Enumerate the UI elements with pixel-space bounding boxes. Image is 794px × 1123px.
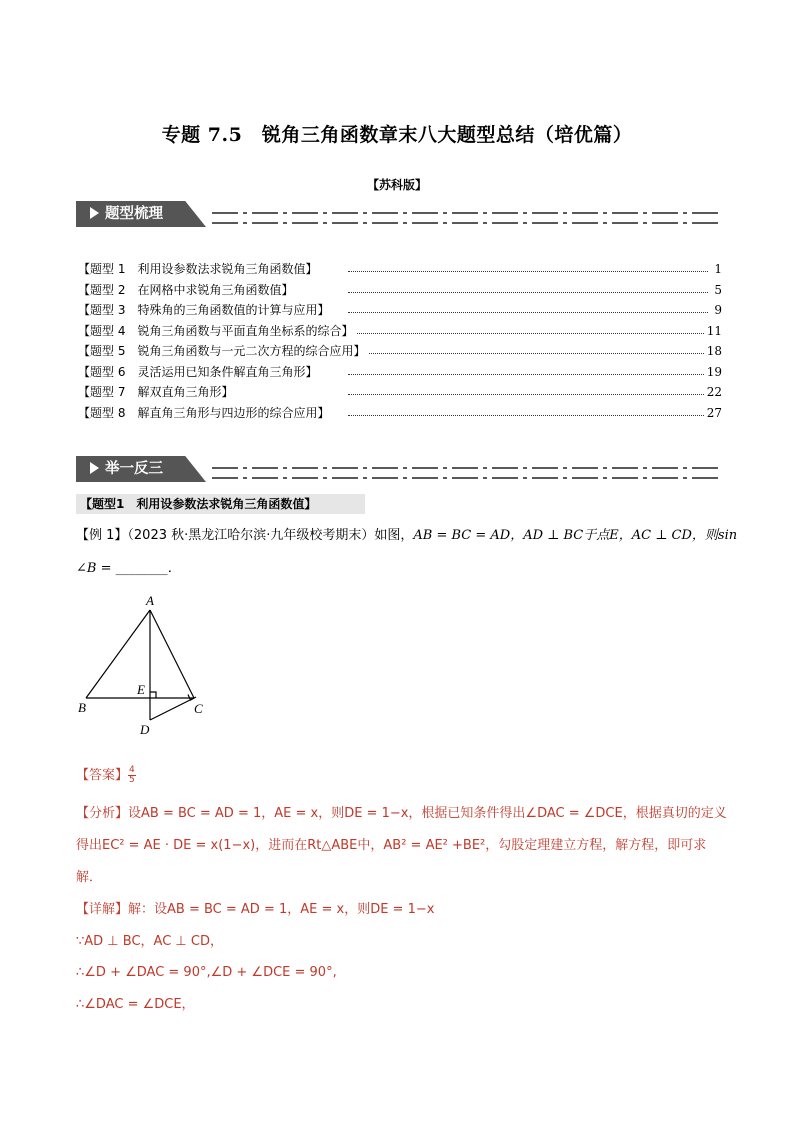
toc-item-label: 【题型 6 灵活运用已知条件解直角三角形】 (78, 362, 321, 383)
label-B: B (78, 700, 86, 715)
play-triangle-icon (90, 462, 99, 474)
toc-item[interactable] (78, 300, 722, 321)
dash-line (212, 466, 722, 486)
label-A: A (146, 593, 154, 608)
toc-leader (348, 394, 708, 395)
toc-item[interactable] (78, 341, 722, 362)
toc-leader (348, 415, 708, 416)
detail-line-1: 【详解】解：设AB = BC = AD = 1，AE = x，则DE = 1−x (76, 902, 435, 917)
toc-item-page: 11 (705, 321, 722, 342)
section-title: 举一反三 (105, 461, 163, 477)
triangle-figure (78, 588, 218, 738)
toc-item-page: 27 (705, 403, 722, 424)
toc-leader (348, 353, 708, 354)
toc-item-page: 18 (705, 341, 722, 362)
toc-item[interactable] (78, 403, 722, 424)
label-D: D (140, 722, 150, 737)
toc-leader (348, 374, 708, 375)
toc-item-label: 【题型 7 解双直角三角形】 (78, 382, 237, 403)
section-title: 题型梳理 (105, 206, 163, 222)
label-E: E (137, 682, 145, 697)
toc-item[interactable] (78, 280, 722, 301)
toc-item-label: 【题型 4 锐角三角函数与平面直角坐标系的综合】 (78, 321, 357, 342)
toc-leader (348, 312, 708, 313)
table-of-contents (78, 259, 722, 423)
analysis-line-3: 解． (76, 870, 103, 885)
answer-fraction: $\frac{4}{5}$ (129, 765, 135, 785)
toc-leader (348, 271, 708, 272)
toc-item[interactable] (78, 362, 722, 383)
section-banner-toc (76, 201, 722, 227)
analysis-line-2: 得出EC² = AE · DE = x(1−x)，进而在Rt△ABE中，AB² = AE² +BE²，勾股定理建立方程，解方程，即可求 (76, 838, 707, 853)
dash-line (212, 211, 722, 231)
toc-item-page: 5 (712, 280, 722, 301)
toc-item[interactable] (78, 382, 722, 403)
toc-item-label: 【题型 8 解直角三角形与四边形的综合应用】 (78, 403, 333, 424)
detail-line-2: ∵AD ⊥ BC，AC ⊥ CD， (76, 934, 223, 949)
toc-item-page: 19 (705, 362, 722, 383)
example-line-1: 【例 1】（2023 秋·黑龙江哈尔滨·九年级校考期末）如图，AB = BC = AD，AD ⊥ BC于点E，AC ⊥ CD，则sin (76, 528, 738, 543)
edition-label: 【苏科版】 (366, 178, 427, 192)
toc-item-page: 9 (712, 300, 722, 321)
toc-item-label: 【题型 2 在网格中求锐角三角函数值】 (78, 280, 297, 301)
play-triangle-icon (90, 207, 99, 219)
example-line-2: ∠B = ________． (76, 561, 181, 576)
label-C: C (194, 701, 203, 716)
toc-leader (348, 292, 708, 293)
toc-item-page: 1 (712, 259, 722, 280)
toc-item-page: 22 (705, 382, 722, 403)
toc-item-label: 【题型 1 利用设参数法求锐角三角函数值】 (78, 259, 321, 280)
analysis-line-1: 【分析】设AB = BC = AD = 1，AE = x，则DE = 1−x，根据已知条件得出∠DAC = ∠DCE，根据真切的定义 (76, 806, 727, 821)
toc-leader (348, 333, 708, 334)
section-banner-examples (76, 456, 722, 482)
toc-item-label: 【题型 3 特殊角的三角函数值的计算与应用】 (78, 300, 333, 321)
toc-item-label: 【题型 5 锐角三角函数与一元二次方程的综合应用】 (78, 341, 369, 362)
section-tag: 【题型1 利用设参数法求锐角三角函数值】 (76, 494, 365, 514)
answer-line: 【答案】 $\frac{4}{5}$ (76, 765, 135, 785)
detail-line-3: ∴∠D + ∠DAC = 90°,∠D + ∠DCE = 90°, (76, 965, 337, 980)
toc-item[interactable] (78, 259, 722, 280)
toc-item[interactable] (78, 321, 722, 342)
detail-line-4: ∴∠DAC = ∠DCE， (76, 997, 195, 1012)
page-title: 专题 7.5 锐角三角函数章末八大题型总结（培优篇） (161, 124, 633, 146)
